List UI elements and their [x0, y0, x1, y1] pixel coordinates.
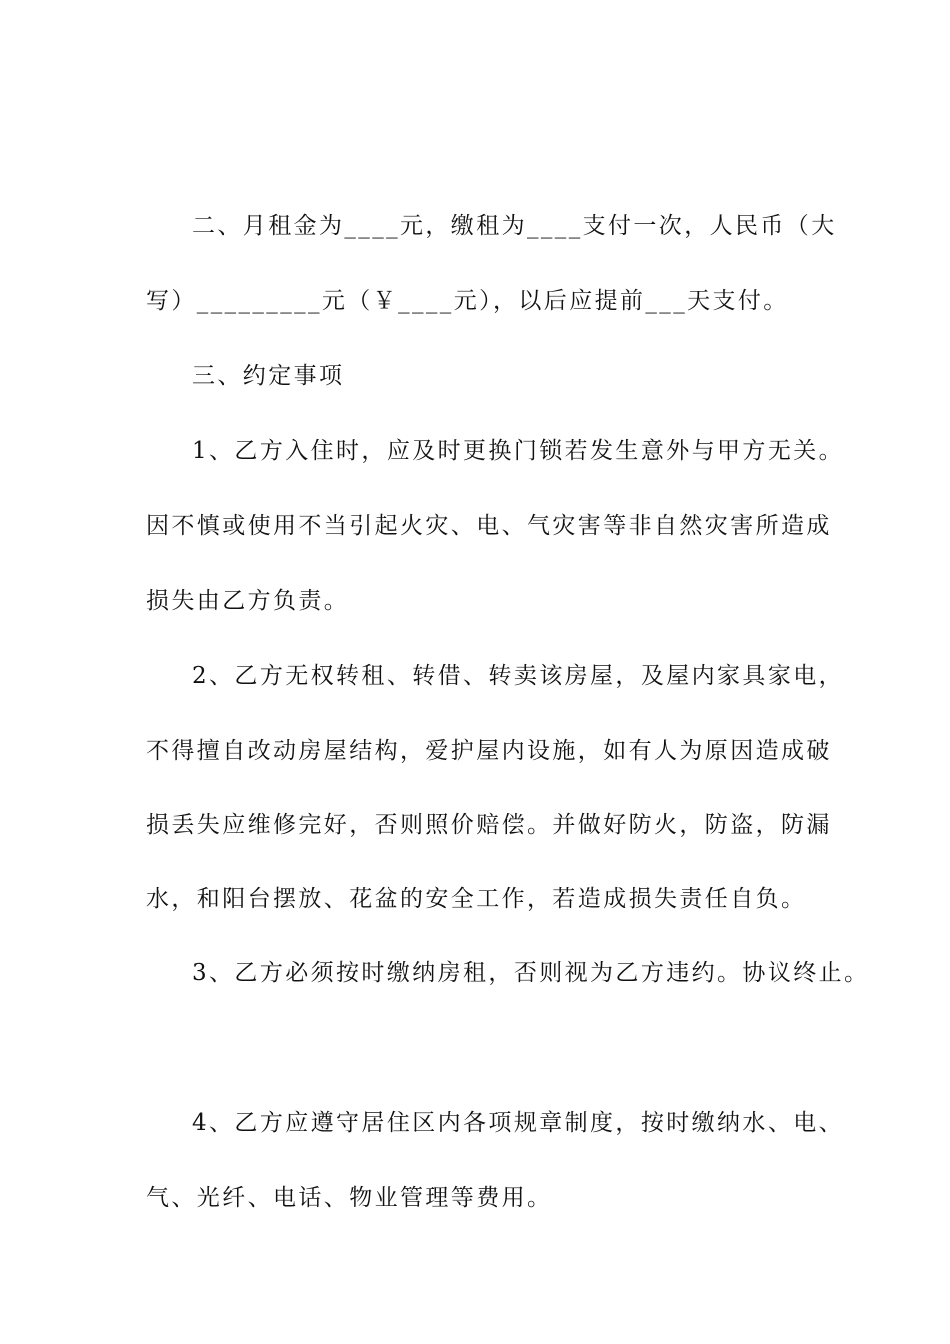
- paragraph-rent-line-1: 二、月租金为____元，缴租为____支付一次，人民币（大: [192, 213, 837, 239]
- clause-1-line-2: 因不慎或使用不当引起火灾、电、气灾害等非自然灾害所造成: [146, 513, 832, 539]
- clause-4-line-2: 气、光纤、电话、物业管理等费用。: [146, 1185, 553, 1211]
- clause-1-line-3: 损失由乙方负责。: [146, 588, 350, 614]
- clause-4-line-1: 4、乙方应遵守居住区内各项规章制度，按时缴纳水、电、: [192, 1110, 845, 1136]
- clause-2-line-1: 2、乙方无权转租、转借、转卖该房屋，及屋内家具家电，: [192, 663, 845, 689]
- clause-1-line-1: 1、乙方入住时，应及时更换门锁若发生意外与甲方无关。: [192, 438, 845, 464]
- clause-2-line-4: 水，和阳台摆放、花盆的安全工作，若造成损失责任自负。: [146, 886, 807, 912]
- paragraph-rent-line-2: 写）_________元（￥____元），以后应提前___天支付。: [146, 288, 789, 314]
- clause-3-line-1: 3、乙方必须按时缴纳房租，否则视为乙方违约。协议终止。: [192, 960, 870, 986]
- section-heading-agreement: 三、约定事项: [192, 363, 345, 389]
- clause-2-line-3: 损丢失应维修完好，否则照价赔偿。并做好防火，防盗，防漏: [146, 812, 832, 838]
- clause-2-line-2: 不得擅自改动房屋结构，爱护屋内设施，如有人为原因造成破: [146, 738, 832, 764]
